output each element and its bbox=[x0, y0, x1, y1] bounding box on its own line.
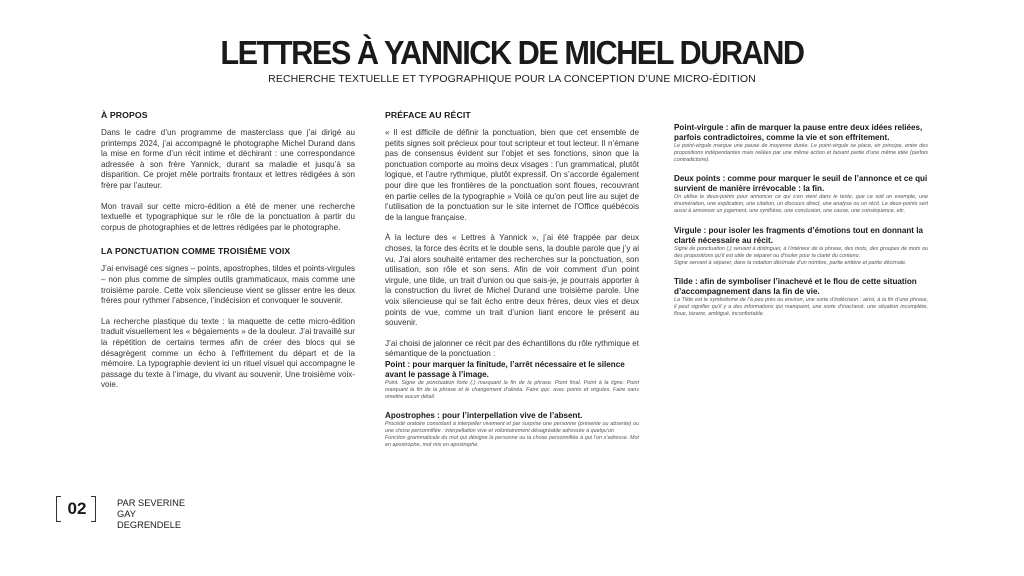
definition-text-comma: Signe de ponctuation (,) servant à distinguer, à l’intérieur de la phrase, des mots, des groupes de mots ou des propositions qu’il est utile de séparer ou d’isoler pour la clarté du contenu. Signe servant à séparer, dans la notation décimale d’un nombre, partie entière et partie décimale. bbox=[674, 245, 928, 266]
definition-title-apostrophe: Apostrophes : pour l’interpellation vive de l’absent. bbox=[385, 411, 583, 421]
paragraph: La recherche plastique du texte : la maquette de cette micro-édition traduit visuellement les « bégaiements » de la douleur. J’ai travaillé sur la répétition de certains termes afin de créer des blocs qui se désagrègent comme un écho à l’effritement du départ et de la mémoire. La typographie devient ici un rituel visuel qui accompagne le passage du texte à l’image, du vivant au souvenir. Une troisième voix-voie. bbox=[101, 316, 355, 390]
paragraph: « Il est difficile de définir la ponctuation, bien que cet ensemble de petits signes soit précieux pour tout scripteur et tout lecteur. Il n’émane pas de consensus évident sur l’objet et ses fonctions, sinon que la ponctuation comporte au moins deux visages : l’un grammatical, plutôt logique, et l’autre rythmique, plutôt expressif. On s’accorde également pour dire que les frontières de la ponctuation sont floues, recouvrant en partie celles de la typographie » Voilà ce qu’on peut lire au sujet de l’utilisation de la ponctuation sur le site internet de l’Office québécois de la langue française. bbox=[385, 128, 639, 222]
definition-title-comma: Virgule : pour isoler les fragments d’émotions tout en donnant la clarté nécessaire au récit. bbox=[674, 225, 923, 245]
paragraph: Dans le cadre d’un programme de masterclass que j’ai dirigé au printemps 2024, j’ai accompagné le photographe Michel Durand dans la mise en forme d’un récit intime et déchirant : une correspondance adressée à son frère Yannick, durant sa maladie et jusqu’à sa disparition. Ce projet mêle portraits frontaux et lettres rédigées à son frère par l’auteur. bbox=[101, 128, 355, 190]
author-credit bbox=[117, 498, 206, 531]
definition-title-point: Point : pour marquer la finitude, l’arrêt nécessaire et le silence avant le passage à l’image. bbox=[385, 359, 625, 379]
page-footer bbox=[56, 496, 206, 530]
bracket-right bbox=[91, 496, 96, 522]
paragraph: Mon travail sur cette micro-édition a été de mener une recherche textuelle et typographique sur le rôle de la ponctuation à partir du corpus de photographies et de lettres rédigées par le photographe. bbox=[101, 201, 355, 232]
definition-text-apostrophe: Procédé oratoire consistant à interpeller vivement et par surprise une personne (présente ou absente) ou une chose personnifiée : interpellation vive et volontairement désagréable adressée à quelqu’un Fonction grammaticale du mot qui désigne la personne ou la chose personnifiée à qui l’on s’adresse. Mot en apostrophe, mot mis en apostrophe. bbox=[385, 421, 639, 449]
definition-title-semicolon: Point-virgule : afin de marquer la pause entre deux idées reliées, parfois contradictoires, comme la vie et son effritement. bbox=[674, 123, 923, 142]
author-line: PAR SEVERINE GAY bbox=[117, 498, 186, 519]
section-heading-punctuation: LA PONCTUATION COMME TROISIÈME VOIX bbox=[101, 246, 291, 257]
definition-title-colon: Deux points : comme pour marquer le seuil de l’annonce et ce qui survient de manière irrévocable : la fin. bbox=[674, 174, 928, 194]
section-heading-preface: PRÉFACE AU RÉCIT bbox=[385, 110, 471, 120]
paragraph: J’ai choisi de jalonner ce récit par des échantillons du rôle rythmique et sémantique de la ponctuation : bbox=[385, 338, 639, 359]
definition-title-tilde: Tilde : afin de symboliser l’inachevé et le flou de cette situation d’accompagnement dans la fin de vie. bbox=[674, 276, 917, 296]
definition-text-colon: On utilise le deux-points pour annoncer ce qui s’en vient dans le texte, que ce soit un exemple, une énumération, une explication, une citation, un discours direct, une analyse ou un récit. Le deux-points sert aussi à annoncer un jugement, une synthèse, une conclusion, une cause, une conséquence, etc. bbox=[674, 194, 928, 215]
paragraph: À la lecture des « Lettres à Yannick », j’ai été frappée par deux choses, la force des écrits et le double sens, la double parole que j’y ai vu. J’ai alors souhaité entamer des recherches sur la ponctuation, son utilisation, son rôle et son sens. Afin de voir comment d’un point virgule, une tilde, un trait d’union ou que sais-je, je pourrais apporter à la construction du livret de Michel Durand une troisième parole. Une voix silencieuse qui se fait écho entre deux frères, deux vies et deux points de vue, comme un trait d’union liant encore le présent au souvenir. bbox=[385, 233, 639, 328]
definition-text-semicolon: Le point-virgule marque une pause de moyenne durée. Le point-virgule se place, en principe, entre des propositions indépendantes mais reliées par une même action et faisant partie d’une même idée (parfois contradictoire). bbox=[674, 143, 928, 164]
page-subtitle: RECHERCHE TEXTUELLE ET TYPOGRAPHIQUE POUR LA CONCEPTION D’UNE MICRO-ÉDITION bbox=[268, 73, 756, 85]
column-definitions bbox=[674, 123, 928, 318]
author-line: DEGRENDELE bbox=[117, 520, 182, 530]
page-number: 02 bbox=[67, 499, 87, 518]
column-about bbox=[101, 110, 355, 391]
bracket-left bbox=[56, 496, 61, 522]
column-preface bbox=[385, 110, 639, 450]
section-heading-about: À PROPOS bbox=[101, 110, 148, 120]
page-title: LETTRES À YANNICK DE MICHEL DURAND bbox=[220, 34, 804, 71]
definition-text-point: Point. Signe de ponctuation forte (.) marquant la fin de la phrase. Point final. Point à la ligne. Point marquant la fin de la phrase et le changement d’alinéa. Faire qqc. avec points et virgules. Faire sans omettre aucun détail. bbox=[385, 379, 639, 401]
paragraph: J’ai envisagé ces signes – points, apostrophes, tildes et points-virgules – non plus comme de simples outils grammaticaux, mais comme une troisième parole. Cette voix silencieuse vient se glisser entre les deux frères pour rythmer l’absence, l’indécision et convoquer le souvenir. bbox=[101, 264, 355, 306]
definition-text-tilde: La Tilde est le symbolisme de l’à peu près ou environ, une sorte d’indécision : ainsi, à la fin d’une phrase, il peut signifier qu’il y a des informations qui manquent, une sorte d’inachevé, une situation incomplète, floue, bizarre, ambiguë, inconfortable. bbox=[674, 296, 928, 318]
